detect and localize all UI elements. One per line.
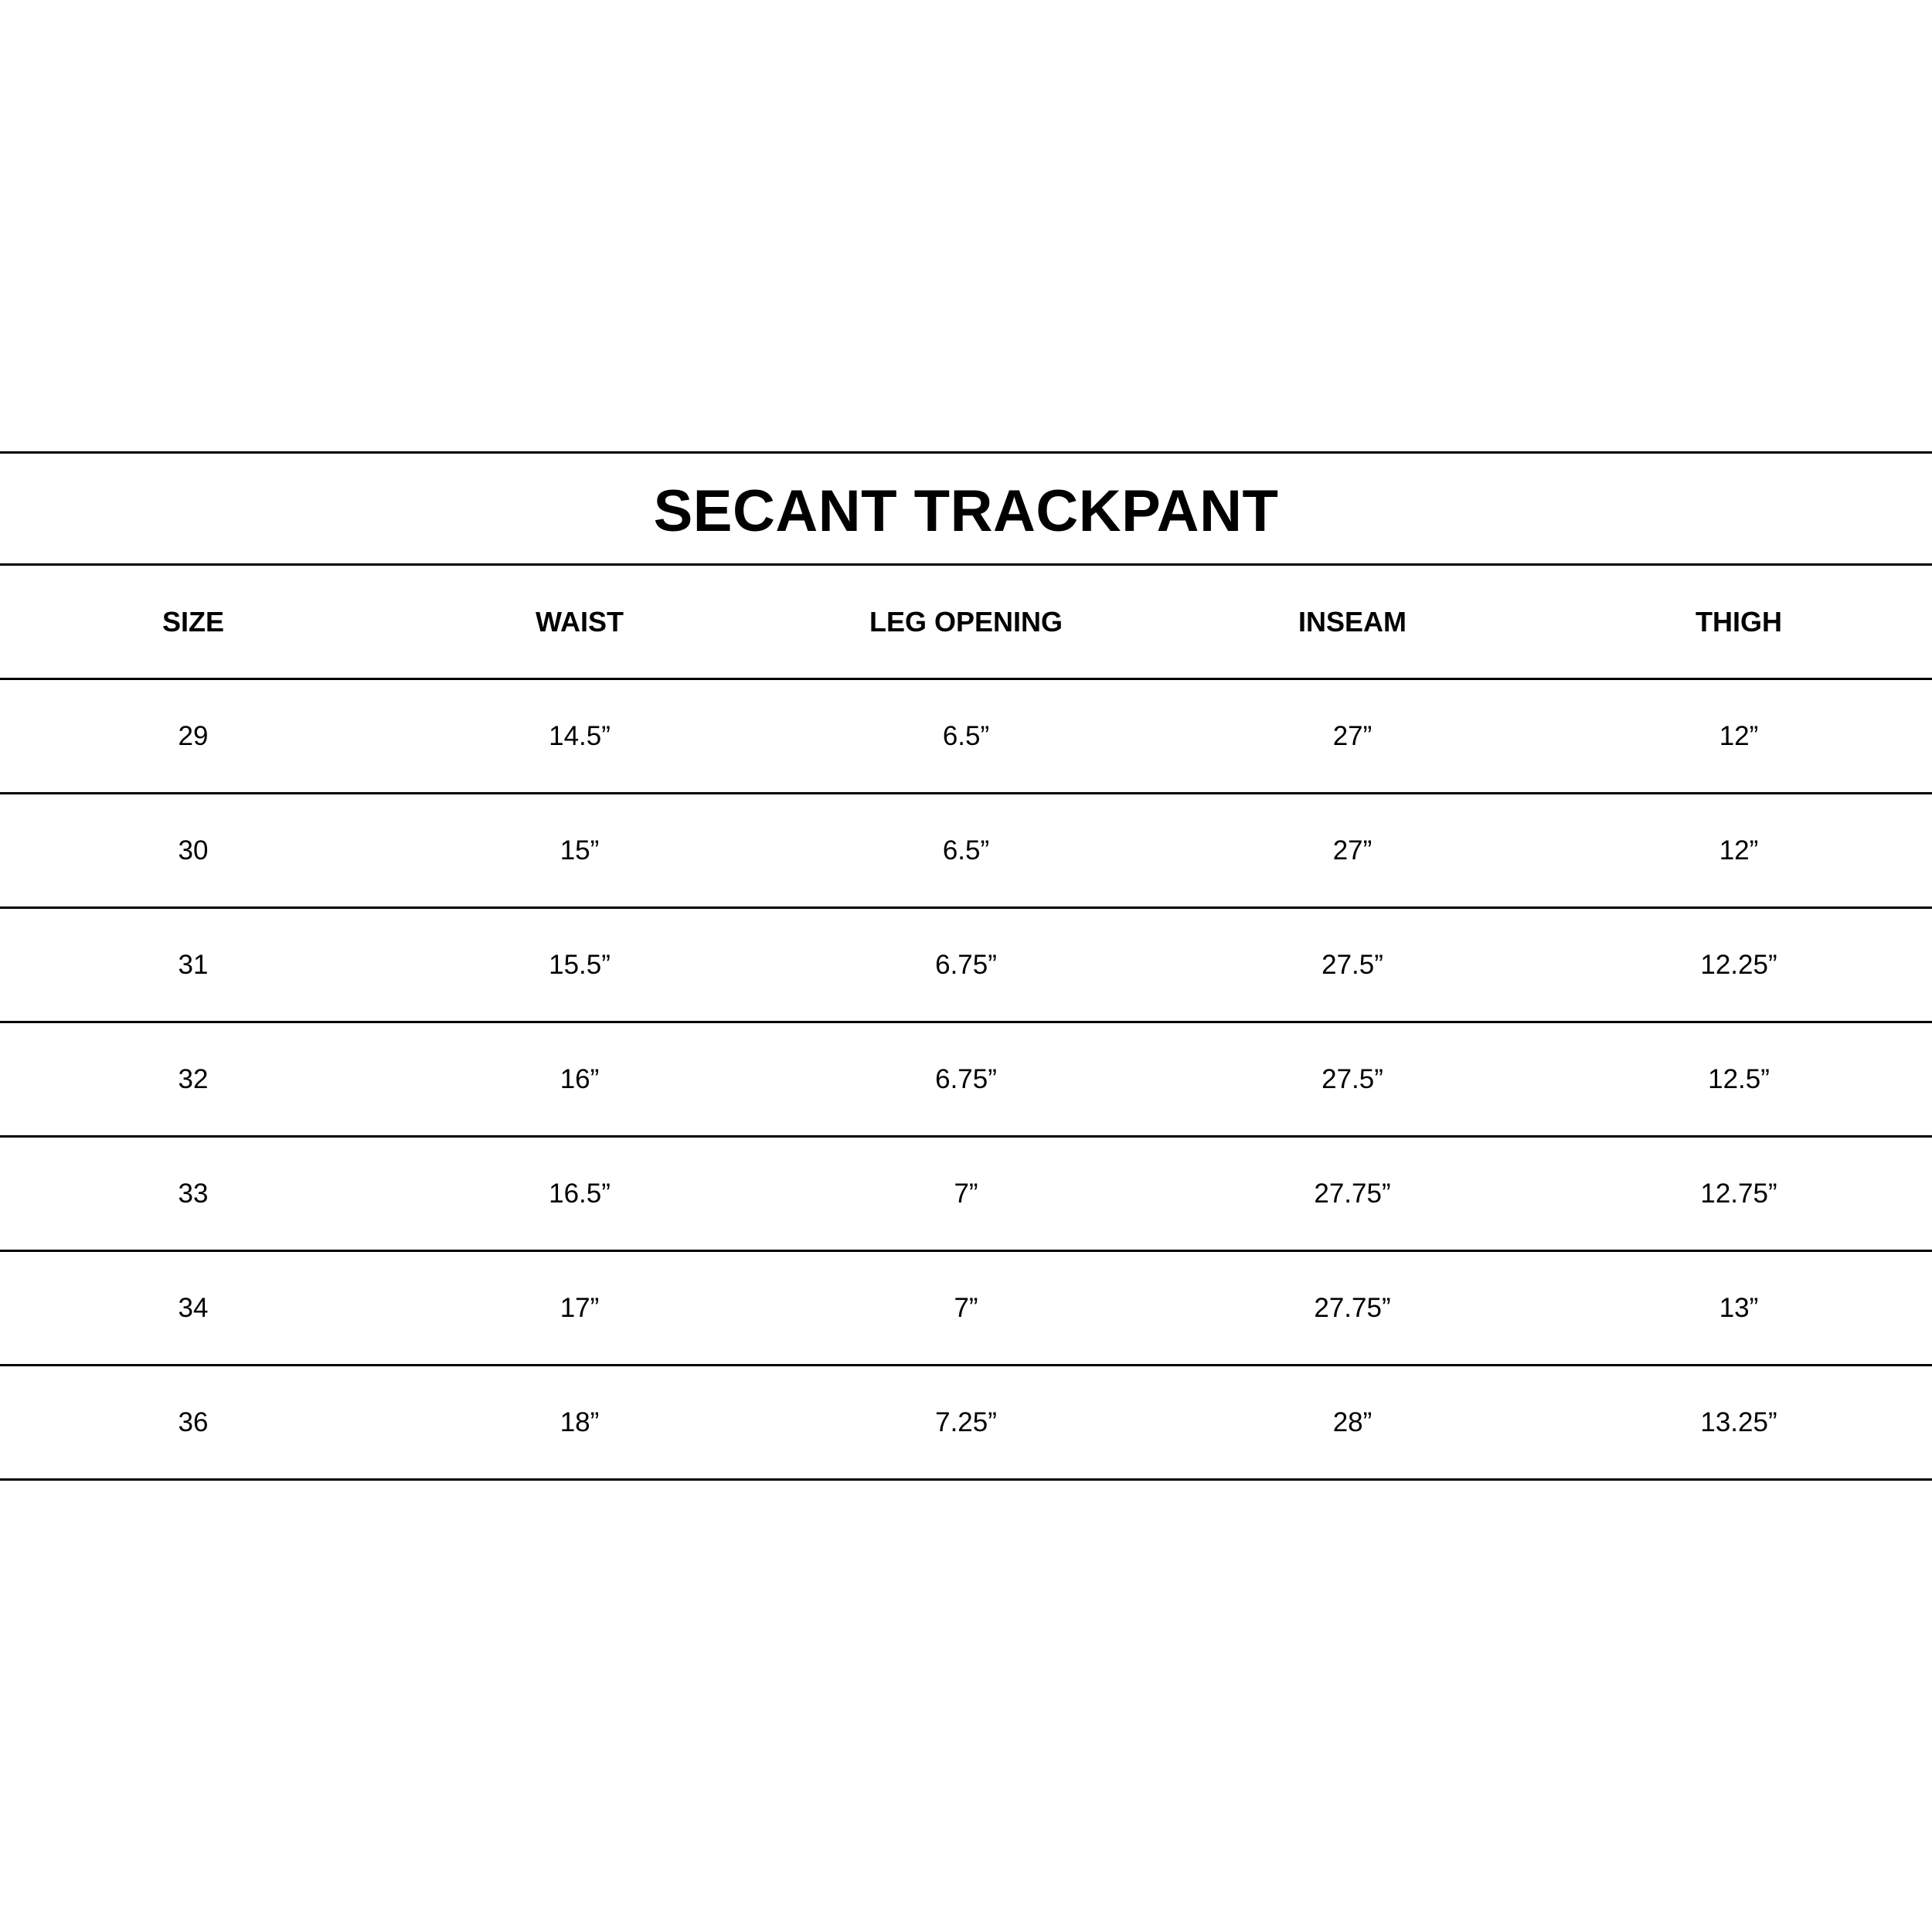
cell-waist: 15” (560, 835, 600, 866)
cell-size: 36 (178, 1407, 209, 1437)
cell-thigh: 13” (1719, 1293, 1759, 1323)
cell-size: 30 (178, 835, 209, 866)
cell-waist: 16” (560, 1064, 600, 1094)
cell-thigh: 12.5” (1708, 1064, 1770, 1094)
table-row (0, 909, 1932, 1023)
cell-inseam: 28” (1332, 1407, 1372, 1437)
table-header-row (0, 566, 1932, 680)
cell-leg-opening: 6.5” (942, 721, 990, 751)
cell-leg-opening: 7.25” (935, 1407, 997, 1437)
cell-waist: 17” (560, 1293, 600, 1323)
cell-inseam: 27.5” (1321, 1064, 1383, 1094)
cell-thigh: 12.25” (1700, 950, 1777, 980)
cell-size: 32 (178, 1064, 209, 1094)
table-row (0, 1366, 1932, 1481)
column-header-inseam: INSEAM (1298, 605, 1406, 638)
cell-thigh: 12” (1719, 835, 1759, 866)
chart-title-row (0, 451, 1932, 566)
cell-inseam: 27.5” (1321, 950, 1383, 980)
cell-thigh: 13.25” (1700, 1407, 1777, 1437)
cell-waist: 14.5” (549, 721, 611, 751)
cell-leg-opening: 6.75” (935, 950, 997, 980)
cell-leg-opening: 7” (954, 1293, 978, 1323)
column-header-leg-opening: LEG OPENING (869, 605, 1063, 638)
cell-size: 34 (178, 1293, 209, 1323)
cell-waist: 16.5” (549, 1179, 611, 1209)
cell-inseam: 27.75” (1314, 1179, 1391, 1209)
size-chart (0, 451, 1932, 1481)
column-header-waist: WAIST (536, 605, 624, 638)
cell-size: 29 (178, 721, 209, 751)
column-header-thigh: THIGH (1696, 605, 1782, 638)
cell-waist: 18” (560, 1407, 600, 1437)
cell-inseam: 27.75” (1314, 1293, 1391, 1323)
cell-thigh: 12.75” (1700, 1179, 1777, 1209)
cell-size: 33 (178, 1179, 209, 1209)
chart-title: SECANT TRACKPANT (653, 478, 1279, 544)
table-row (0, 1023, 1932, 1138)
cell-leg-opening: 7” (954, 1179, 978, 1209)
cell-waist: 15.5” (549, 950, 611, 980)
cell-inseam: 27” (1332, 721, 1372, 751)
cell-thigh: 12” (1719, 721, 1759, 751)
cell-inseam: 27” (1332, 835, 1372, 866)
cell-size: 31 (178, 950, 209, 980)
table-row (0, 1138, 1932, 1252)
table-row (0, 794, 1932, 909)
cell-leg-opening: 6.5” (942, 835, 990, 866)
table-row (0, 680, 1932, 794)
column-header-size: SIZE (162, 605, 224, 638)
table-row (0, 1252, 1932, 1366)
cell-leg-opening: 6.75” (935, 1064, 997, 1094)
